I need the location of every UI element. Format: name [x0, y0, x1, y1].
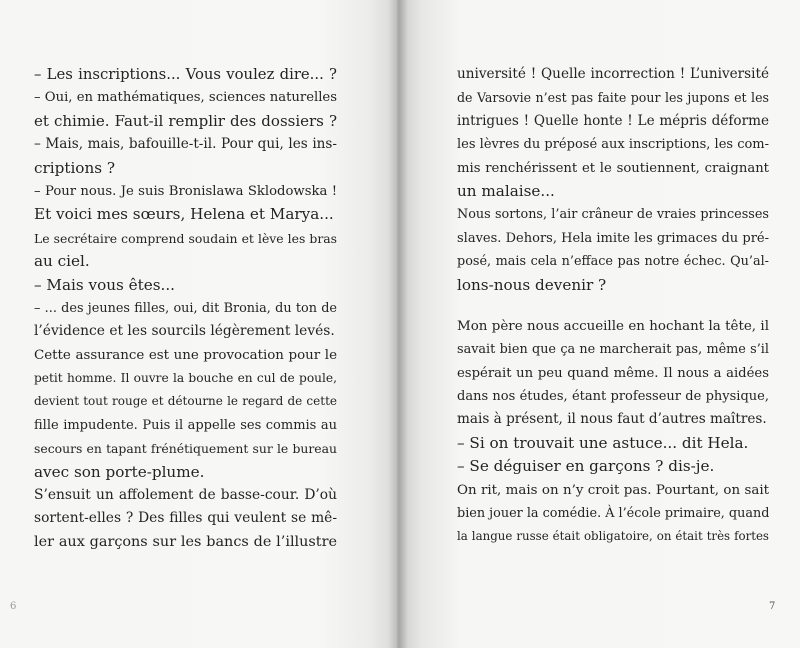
text-line: – Mais, mais, bafouille-t-il. Pour qui, les ins- — [34, 136, 337, 153]
text-line: – Mais vous êtes... — [34, 275, 175, 294]
text-line: mais à présent, il nous faut d’autres maîtres. — [457, 411, 767, 428]
text-line: criptions ? — [34, 158, 115, 177]
left-page-number: 6 — [10, 601, 17, 612]
text-line: Mon père nous accueille en hochant la tête, il — [457, 318, 769, 334]
right-page — [397, 0, 800, 648]
text-line: devient tout rouge et détourne le regard de cette — [34, 394, 337, 409]
text-line: lons-nous devenir ? — [457, 275, 607, 294]
left-page-text — [34, 63, 337, 554]
text-line: – Se déguiser en garçons ? dis-je. — [457, 457, 715, 476]
text-line: fille impudente. Puis il appelle ses commis au — [34, 417, 337, 433]
text-line: Et voici mes sœurs, Helena et Marya... — [34, 205, 334, 224]
text-line: université ! Quelle incorrection ! L’université — [457, 66, 769, 82]
book-gutter — [388, 0, 408, 648]
text-line: Le secrétaire comprend soudain et lève les bras — [34, 230, 337, 246]
text-line: intrigues ! Quelle honte ! Le mépris déforme — [457, 112, 769, 129]
text-line: savait bien que ça ne marcherait pas, même s’il — [457, 342, 769, 358]
text-line: – Si on trouvait une astuce... dit Hela. — [457, 433, 749, 452]
text-line: au ciel. — [34, 252, 90, 271]
text-line: de Varsovie n’est pas faite pour les jupons et les — [457, 90, 769, 106]
text-line: posé, mais cela n’efface pas notre échec. Qu’al- — [457, 254, 769, 270]
text-line: l’évidence et les sourcils légèrement levés. — [34, 323, 335, 340]
right-page-text — [457, 63, 769, 549]
paragraph-gap — [457, 297, 769, 315]
left-page — [0, 0, 397, 648]
text-line: espérait un peu quand même. Il nous a aidées — [457, 365, 769, 381]
text-line: secours en tapant frénétiquement sur le bureau — [34, 441, 337, 457]
text-line: – Pour nous. Je suis Bronislawa Sklodowska ! — [34, 183, 337, 199]
text-line: et chimie. Faut-il remplir des dossiers ? — [34, 111, 337, 130]
text-line: un malaise... — [457, 181, 555, 200]
text-line: bien jouer la comédie. À l’école primaire, quand — [457, 506, 769, 522]
text-line: – Oui, en mathématiques, sciences naturelles — [34, 90, 337, 106]
text-line: Cette assurance est une provocation pour le — [34, 347, 337, 363]
text-line: mis renchérissent et le soutiennent, craignant — [457, 160, 769, 176]
text-line: les lèvres du préposé aux inscriptions, les com- — [457, 137, 769, 153]
right-page-number: 7 — [769, 601, 776, 612]
text-line: S’ensuit un affolement de basse-cour. D’où — [34, 487, 337, 504]
text-line: ler aux garçons sur les bancs de l’illustre — [34, 533, 337, 550]
text-line: sortent-elles ? Des filles qui veulent se mê- — [34, 510, 337, 527]
text-line: Nous sortons, l’air crâneur de vraies princesses — [457, 207, 769, 223]
text-line: slaves. Dehors, Hela imite les grimaces du pré- — [457, 230, 769, 246]
text-line: la langue russe était obligatoire, on était très fortes — [457, 529, 769, 544]
text-line: On rit, mais on n’y croit pas. Pourtant, on sait — [457, 482, 769, 498]
text-line: avec son porte-plume. — [34, 462, 205, 481]
text-line: – Les inscriptions... Vous voulez dire... ? — [34, 66, 337, 83]
text-line: – ... des jeunes filles, oui, dit Bronia, du ton de — [34, 300, 337, 316]
text-line: petit homme. Il ouvre la bouche en cul de poule, — [34, 371, 337, 386]
text-line: dans nos études, étant professeur de physique, — [457, 389, 769, 405]
